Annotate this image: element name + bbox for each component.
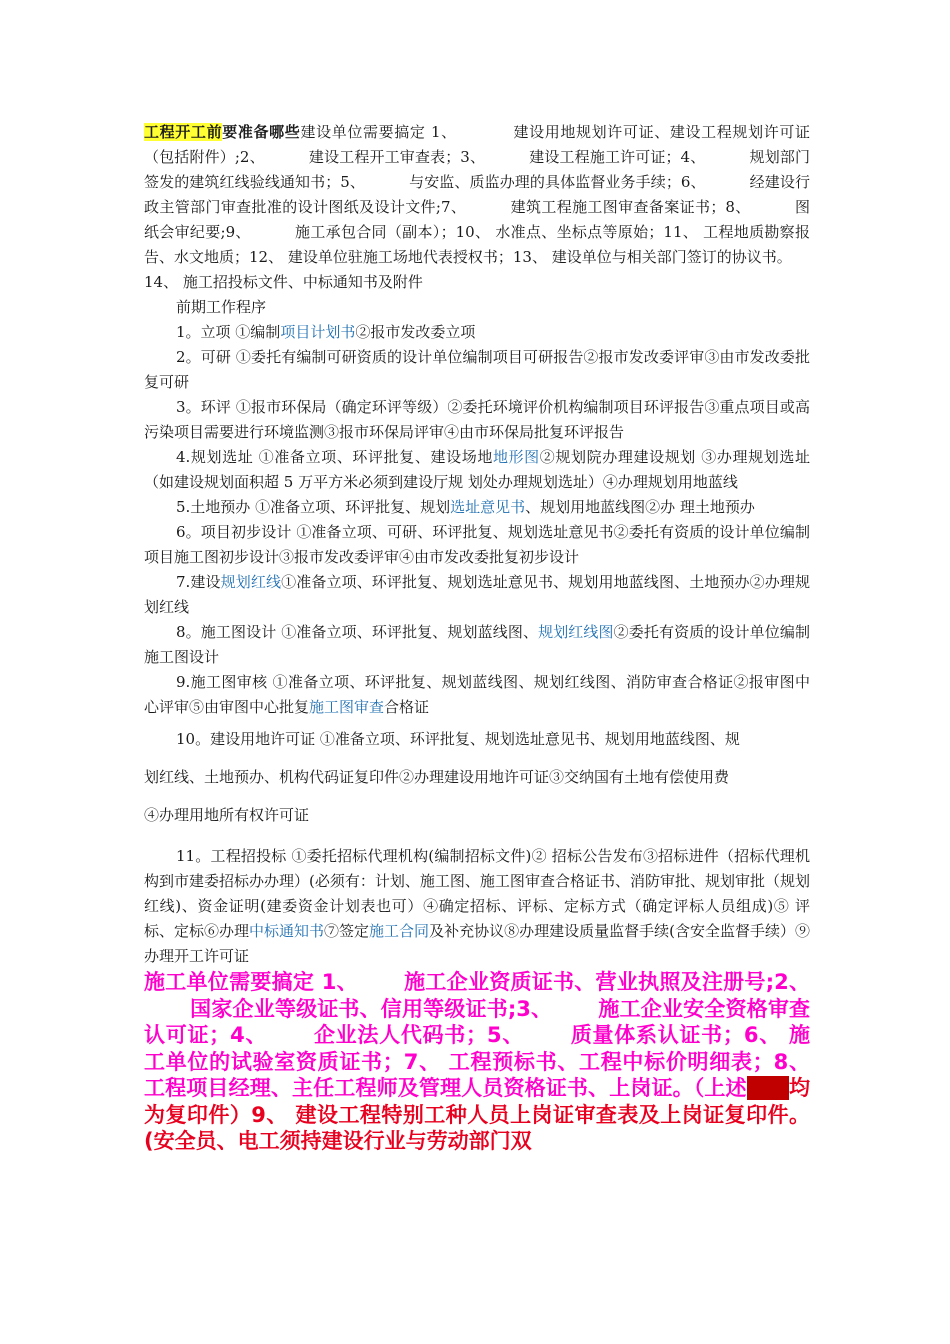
step-8 [144, 620, 810, 670]
step-text: 4.规划选址 ①准备立项、环评批复、建设场地 [176, 448, 493, 466]
step-text: 8。施工图设计 ①准备立项、环评批复、规划蓝线图、 [176, 623, 539, 641]
contractor-text: 国家企业等级证书、信用等级证书;3、 [190, 996, 553, 1021]
step-1 [144, 320, 810, 345]
step-7 [144, 570, 810, 620]
step-10-line-1: 10。建设用地许可证 ①准备立项、环评批复、规划选址意见书、规划用地蓝线图、规 [176, 730, 740, 748]
intro-text: 建设用地规划许可证、建设工程规划许可证（包括附件）;2、 [144, 123, 810, 166]
intro-text: 经建设行政主管部门审查批准的设计图纸及设计文件;7、 [144, 173, 810, 216]
title-highlight: 工程开工前 [144, 123, 223, 141]
intro-paragraph [144, 120, 810, 270]
step-text: ②报市发改委立项 [355, 323, 476, 341]
intro-text: 建筑工程施工图审查备案证书；8、 [510, 198, 751, 216]
intro-text: 建设工程开工审查表；3、 [308, 148, 486, 166]
contractor-text: 企业法人代码书；5、 [313, 1023, 525, 1047]
document-page [144, 120, 810, 1155]
contractor-text: 施工单位需要搞定 1、 [144, 970, 358, 994]
intro-text: 施工承包合同（副本）；10、 水准点、坐标点等原始；11、 工程地质勘察报告、水文地质；12、 建设单位驻施工场地代表授权书；13、 建设单位与相关部门签订的协议书。 [144, 223, 810, 266]
step-text: 9.施工图审核 ①准备立项、环评批复、规划蓝线图、规划红线图、消防审查合格证②报审图中心评审⑤由审图中心批复 [144, 673, 810, 716]
step-6: 6。项目初步设计 ①准备立项、可研、环评批复、规划选址意见书②委托有资质的设计单位编制项目施工图初步设计③报市发改委评审④由市发改委批复初步设计 [144, 523, 810, 566]
link-site-opinion[interactable]: 选址意见书 [450, 498, 526, 516]
title-rest: 要准备哪些 [222, 123, 301, 141]
step-3: 3。环评 ①报市环保局（确定环评等级）②委托环境评价机构编制项目环评报告③重点项目或高污染项目需要进行环境监测③报市环保局评审④由市环保局批复环评报告 [144, 398, 810, 441]
step-text: 11。工程招投标 ①委托招标代理机构(编制招标文件)② 招标公告发布③招标进件（招标代理机构到市建委招标办办理）(必须有：计划、施工图、施工图审查合格证书、消防审批、规划审批（规划红线)、资金证明(建委资金计划表也可）④确定招标、评标、定标方式（确定评标人员组成)⑤ 评标、定标⑥办理 [144, 847, 810, 940]
intro-text: 图纸会审纪要;9、 [144, 198, 810, 241]
contractor-text-red: 均为复印件）9、 建设工程特别工种人员上岗证审查表及上岗证复印件。(安全员、电工须持建设行业与劳动部门双 [144, 1076, 811, 1153]
step-text: ①准备立项、环评批复、规划选址意见书、规划用地蓝线图、土地预办②办理规划红线 [144, 573, 810, 616]
step-5 [144, 495, 810, 520]
link-construction-contract[interactable]: 施工合同 [369, 922, 430, 940]
step-11 [144, 844, 810, 969]
step-text: ②委托有资质的设计单位编制施工图设计 [144, 623, 810, 666]
intro-text: 与安监、质监办理的具体监督业务手续；6、 [408, 173, 706, 191]
intro-text: 规划部门签发的建筑红线验线通知书；5、 [144, 148, 810, 191]
link-red-line-map[interactable]: 规划红线图 [538, 623, 614, 641]
link-bid-notice[interactable]: 中标通知书 [249, 922, 325, 940]
contractor-paragraph [144, 969, 810, 1155]
contractor-text: 质量体系认证书；6、 施工单位的试验室资质证书；7、 工程预标书、工程中标价明细表；8、 工程项目经理、主任工程师及管理人员资格证书、上岗证。（上述 [144, 1023, 810, 1100]
link-project-plan[interactable]: 项目计划书 [280, 323, 356, 341]
intro-text: 建设单位需要搞定 1、 [300, 123, 457, 141]
step-10-line-2: 划红线、土地预办、机构代码证复印件②办理建设用地许可证③交纳国有土地有偿使用费 [144, 768, 730, 786]
contractor-text: 施工企业安全资格审查认可证；4、 [144, 996, 810, 1047]
step-text: 及补充协议⑧办理建设质量监督手续(含安全监督手续）⑨办理开工许可证 [144, 922, 810, 965]
step-10-line-3: ④办理用地所有权许可证 [144, 806, 310, 824]
step-text: ⑦签定 [324, 922, 370, 940]
step-text: 、规划用地蓝线图②办 理土地预办 [525, 498, 755, 516]
intro-item-14: 14、 施工招投标文件、中标通知书及附件 [144, 273, 423, 291]
step-text: ②规划院办理建设规划 ③办理规划选址（如建设规划面积超 5 万平方米必须到建设厅规 划处办理规划选址）④办理规划用地蓝线 [144, 448, 810, 491]
program-heading: 前期工作程序 [176, 298, 267, 316]
link-topographic-map[interactable]: 地形图 [492, 448, 540, 466]
step-text: 5.土地预办 ①准备立项、环评批复、规划 [176, 498, 451, 516]
step-text: 7.建设 [176, 573, 221, 591]
redacted-box: 资料 [746, 1076, 790, 1100]
intro-text: 建设工程施工许可证；4、 [529, 148, 706, 166]
contractor-text: 施工企业资质证书、营业执照及注册号;2、 [403, 970, 810, 994]
step-text: 合格证 [384, 698, 430, 716]
step-4 [144, 445, 810, 495]
step-text: 1。立项 ①编制 [176, 323, 281, 341]
link-drawing-review[interactable]: 施工图审查 [309, 698, 385, 716]
step-9 [144, 670, 810, 720]
link-red-line[interactable]: 规划红线 [220, 573, 282, 591]
step-2: 2。可研 ①委托有编制可研资质的设计单位编制项目可研报告②报市发改委评审③由市发改委批复可研 [144, 348, 810, 391]
